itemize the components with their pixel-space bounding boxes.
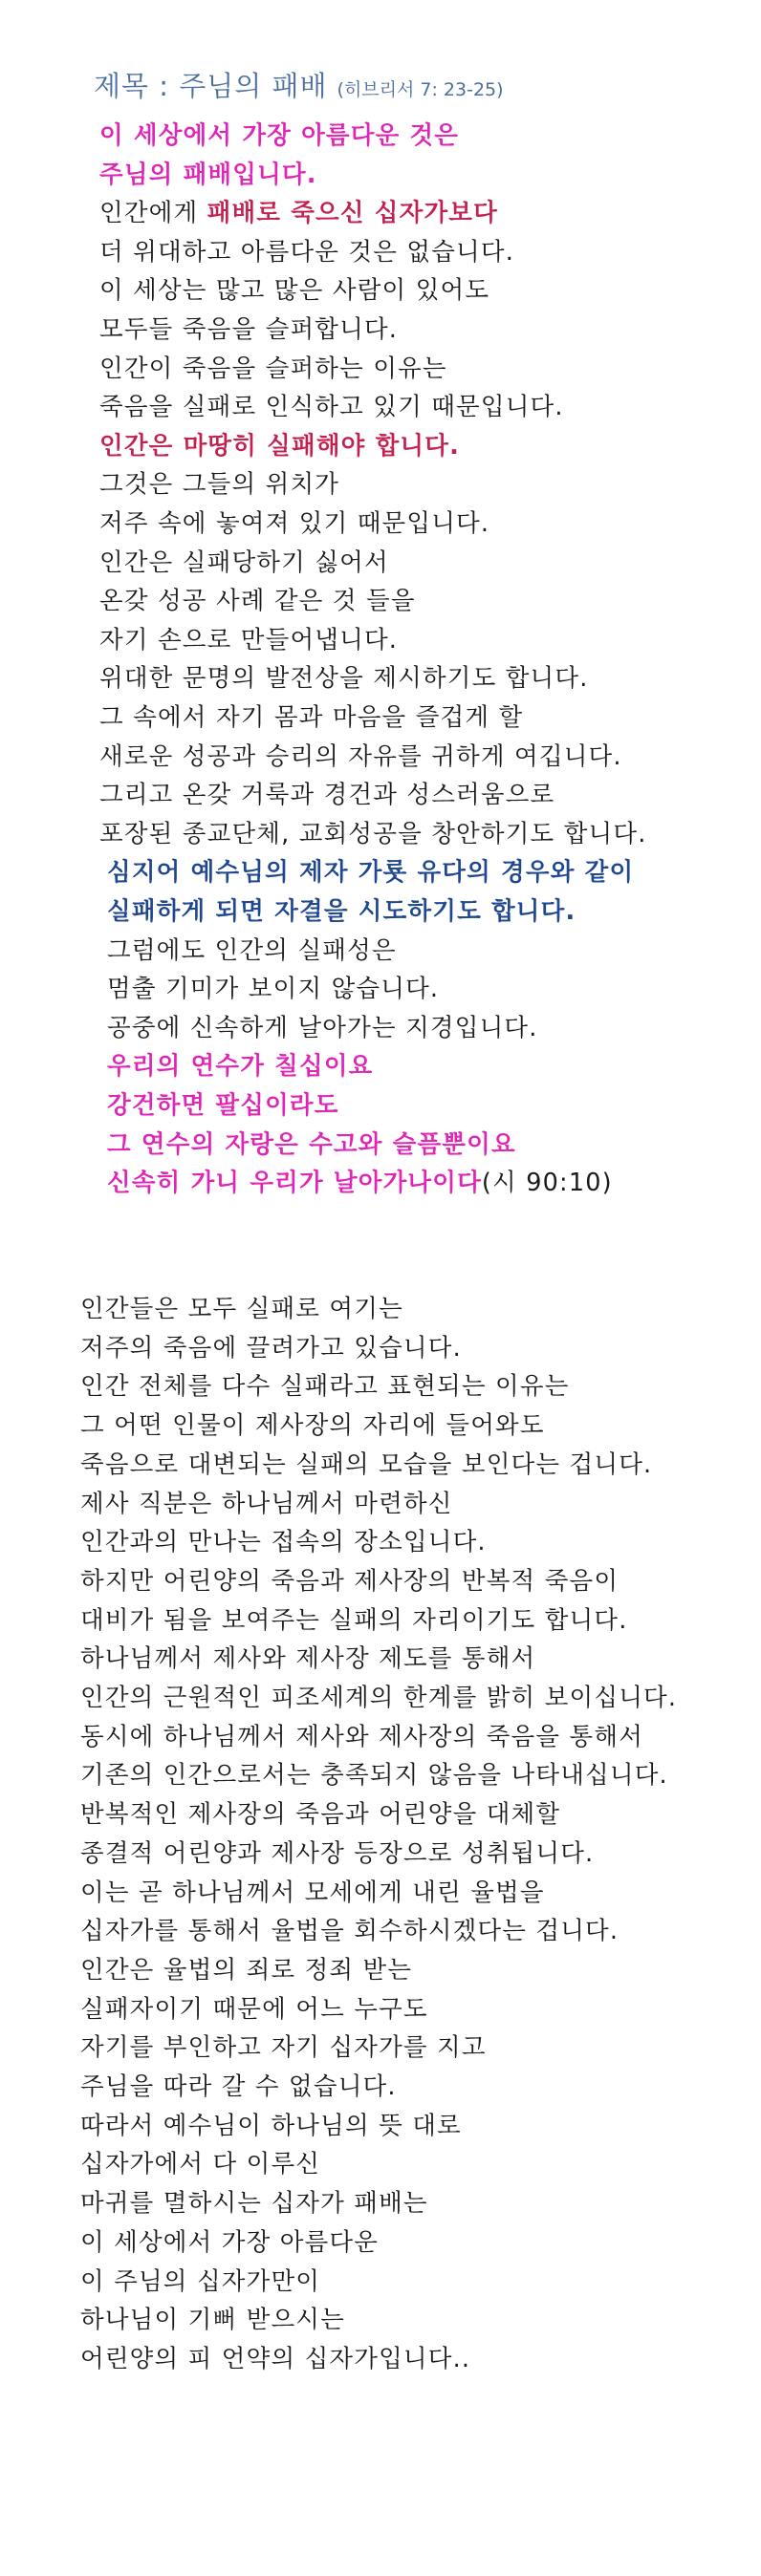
section1-line-reference: (시 90:10) [481,1169,613,1198]
section2-line [80,2188,428,2219]
section2-line-text: 기존의 인간으로서는 충족되지 않음을 나타내십니다. [80,1761,668,1791]
section1-line-text: 저주 속에 놓여져 있기 때문입니다. [99,509,490,538]
section2-line-text: 하나님이 기뻐 받으시는 [80,2306,345,2335]
section1-line-text: 온갖 성공 사례 같은 것 들을 [99,587,416,616]
section2-line [80,1643,535,1674]
section2-line-text: 자기를 부인하고 자기 십자가를 지고 [80,2033,487,2063]
title-main: 제목 : 주님의 패배 [94,70,328,102]
section2-line [80,1605,628,1636]
section1-line [99,392,564,422]
section2-line [80,1994,428,2025]
section1-line-text: 인간에게 [99,199,207,228]
section2-line-text: 죽음으로 대변되는 실패의 모습을 보인다는 겁니다. [80,1449,653,1479]
section1-line [99,354,447,384]
section2-line-text: 그 어떤 인물이 제사장의 자리에 들어와도 [80,1411,545,1441]
section1-line [99,198,498,228]
section1-line-text: 신속히 가니 우리가 날아가나이다 [107,1169,482,1198]
section1-line-text: 그것은 그들의 위치가 [99,470,340,500]
section1-line-text: 그럼에도 인간의 실패성은 [107,935,397,965]
section1-line [99,741,622,772]
section1-line-text: 그리고 온갖 거룩과 경건과 성스러움으로 [99,781,555,810]
section2-line [80,2344,470,2374]
section2-line [80,1799,560,1830]
section2-line-text: 이 주님의 십자가만이 [80,2266,321,2296]
section1-line [107,896,576,927]
section1-line-text: 공중에 신속하게 날아가는 지경입니다. [107,1013,538,1042]
section1-line [107,1090,339,1121]
section1-line-text: 모두들 죽음을 슬퍼합니다. [99,315,399,344]
section2-line-text: 어린양의 피 언약의 십자가입니다.. [80,2344,471,2373]
section1-line-text: 자기 손으로 만들어냅니다. [99,625,399,655]
section1-line-text: 이 세상에서 가장 아름다운 것은 [99,121,460,150]
section1-line [99,508,489,539]
section2-line [80,1371,570,1402]
section1-line-text: 우리의 연수가 칠십이요 [107,1052,374,1082]
section2-line [80,2266,320,2297]
section2-line [80,1410,545,1441]
section2-line [80,1294,403,1324]
section1-line-text: 그 속에서 자기 몸과 마음을 즐겁게 할 [99,703,524,732]
section2-line-text: 저주의 죽음에 끌려가고 있습니다. [80,1333,462,1363]
section2-line-text: 마귀를 멸하시는 십자가 패배는 [80,2189,428,2219]
section1-line-text: 인간은 실패당하기 싫어서 [99,547,389,577]
section1-line [99,780,554,810]
section2-line [80,1566,619,1597]
section1-line-text: 이 세상는 많고 많은 사람이 있어도 [99,276,490,306]
section2-line [80,2149,320,2179]
section2-line-text: 동시에 하나님께서 제사와 제사장의 죽음을 통해서 [80,1722,644,1751]
section2-line [80,1527,487,1557]
section1-line [99,663,589,694]
section1-line-text: 그 연수의 자랑은 수고와 슬픔뿐이요 [107,1129,516,1159]
section2-line-text: 인간과의 만나는 접속의 장소입니다. [80,1528,487,1557]
section1-line [107,935,397,966]
section2-line [80,2305,345,2335]
section1-line-text: 심지어 예수님의 제자 가룟 유다의 경우와 같이 [107,858,635,888]
section2-line-text: 따라서 예수님이 하나님의 뜻 대로 [80,2111,462,2140]
section1-line [99,469,339,500]
section2-line-text: 이는 곧 하나님께서 모세에게 내린 율법을 [80,1878,545,1907]
section2-line-text: 하나님께서 제사와 제사장 제도를 통해서 [80,1644,536,1674]
section1-line-text: 멈출 기미가 보이지 않습니다. [107,975,440,1004]
section1-line [99,431,460,462]
section1-line-text: 죽음을 실패로 인식하고 있기 때문입니다. [99,393,564,422]
section2-line-text: 인간은 율법의 죄로 정죄 받는 [80,1955,413,1985]
section2-line-text: 인간 전체를 다수 실패라고 표현되는 이유는 [80,1372,570,1402]
section1-line [107,1168,613,1198]
section2-line-text: 실패자이기 때문에 어느 누구도 [80,1994,428,2024]
section1-line [107,1013,538,1043]
section2-line [80,1449,652,1480]
section2-line-text: 종결적 어린양과 제사장 등장으로 성취됩니다. [80,1838,595,1868]
section2-line [80,2032,487,2063]
section1-line-text: 인간이 죽음을 슬퍼하는 이유는 [99,354,447,383]
section1-line [107,857,634,888]
scripture-reference: (히브리서 7: 23-25) [337,79,504,100]
section1-line [99,625,398,655]
section2-line [80,1489,453,1519]
section2-line [80,1760,668,1791]
section1-line-text: 주님의 패배입니다. [99,160,317,189]
section2-line [80,1955,412,1986]
sermon-title [94,65,504,104]
section2-line-text: 주님을 따라 갈 수 없습니다. [80,2072,397,2101]
section1-line [107,974,439,1004]
section2-line [80,1722,643,1752]
section1-line-highlight: 패배로 죽으신 십자가보다 [207,199,498,228]
section1-line [99,160,317,190]
section2-line-text: 반복적인 제사장의 죽음과 어린양을 대체할 [80,1800,561,1830]
section2-line [80,1916,619,1946]
section2-line-text: 인간들은 모두 실패로 여기는 [80,1295,403,1323]
section1-line [107,1129,516,1160]
section2-line-text: 이 세상에서 가장 아름다운 [80,2227,380,2257]
section1-line [99,819,647,849]
section2-line [80,1838,594,1869]
section2-line-text: 제사 직분은 하나님께서 마련하신 [80,1489,453,1518]
section2-line [80,2111,462,2141]
section2-line [80,2227,379,2258]
section1-line-text: 포장된 종교단체, 교회성공을 창안하기도 합니다. [99,819,647,848]
section2-line [80,1683,677,1713]
section1-line [99,586,416,616]
section1-line [107,1051,374,1082]
section2-line-text: 십자가를 통해서 율법을 회수하시겠다는 겁니다. [80,1917,620,1946]
section2-line [80,2072,397,2102]
section2-line-text: 하지만 어린양의 죽음과 제사장의 반복적 죽음이 [80,1566,620,1596]
section1-line-text: 인간은 마땅히 실패해야 합니다. [99,431,460,461]
section2-line [80,1333,462,1363]
section1-line [99,275,489,306]
section2-line-text: 십자가에서 다 이루신 [80,2150,321,2179]
section1-line [99,237,514,268]
section1-line-text: 위대한 문명의 발전상을 제시하기도 합니다. [99,664,589,694]
section1-line [99,314,398,345]
section1-line-text: 새로운 성공과 승리의 자유를 귀하게 여깁니다. [99,741,622,771]
section2-line-text: 인간의 근원적인 피조세계의 한계를 밝히 보이십니다. [80,1684,678,1712]
section1-line-text: 강건하면 팔십이라도 [107,1091,339,1120]
section2-line [80,1878,545,1908]
section1-line-text: 더 위대하고 아름다운 것은 없습니다. [99,237,515,267]
section1-line [99,702,523,733]
section2-line-text: 대비가 됨을 보여주는 실패의 자리이기도 합니다. [80,1605,628,1635]
section1-line-text: 실패하게 되면 자결을 시도하기도 합니다. [107,897,576,926]
section1-line [99,547,389,578]
section1-line [99,120,459,151]
